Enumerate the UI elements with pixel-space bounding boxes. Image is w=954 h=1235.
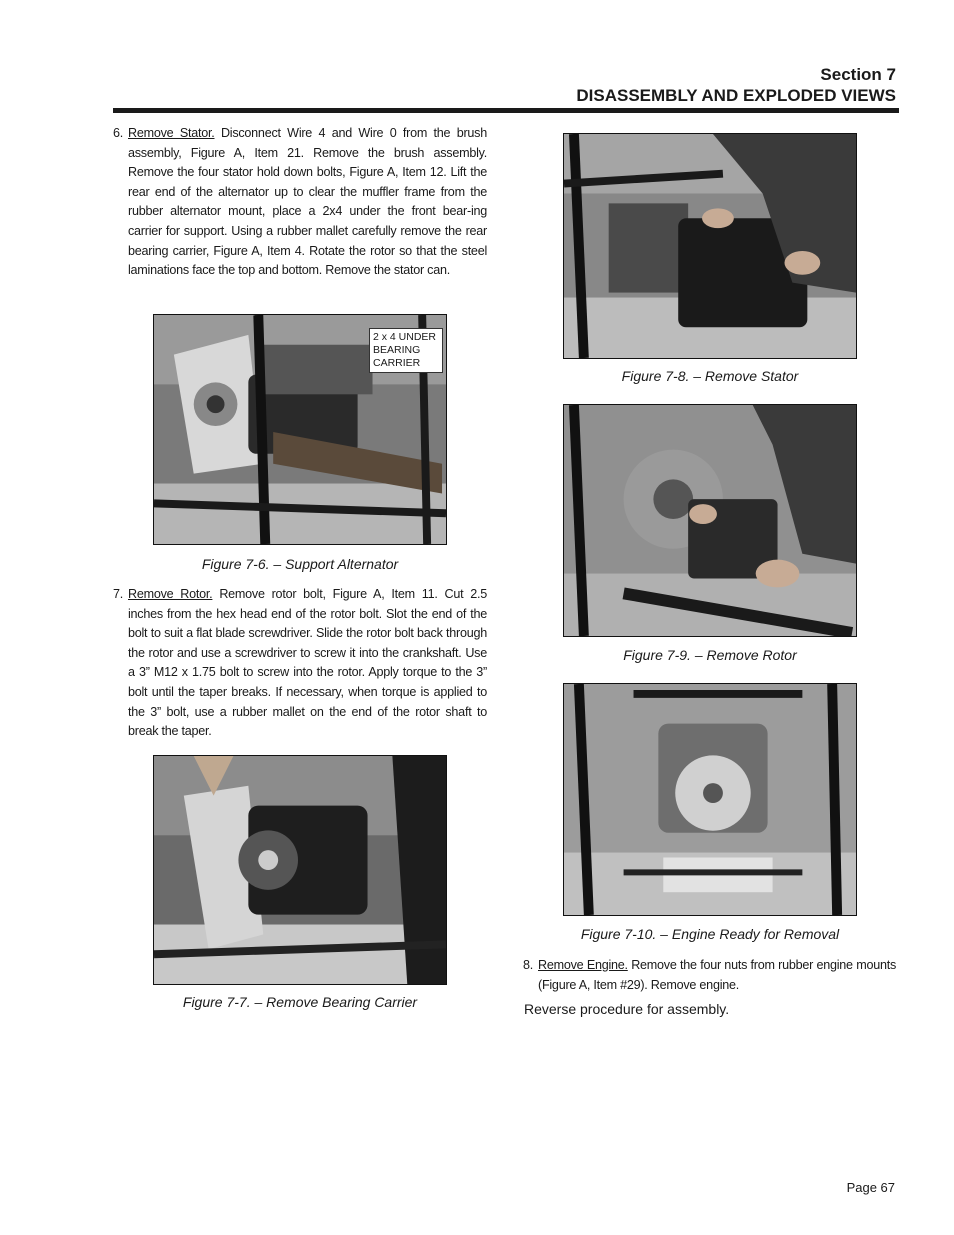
- section-number: Section 7: [820, 65, 896, 84]
- figure-7-8-photo: [563, 133, 857, 359]
- figure-7-7-caption: Figure 7-7. – Remove Bearing Carrier: [182, 994, 418, 1010]
- figure-7-10-photo: [563, 683, 857, 916]
- step-number: 7.: [113, 587, 124, 601]
- figure-7-6-callout: 2 x 4 UNDER BEARING CARRIER: [369, 328, 443, 373]
- step-number: 8.: [523, 958, 534, 972]
- figure-7-7-photo: [153, 755, 447, 985]
- step-body: Disconnect Wire 4 and Wire 0 from the brush assembly, Figure A, Item 21. Remove the brush assembly. Remove the four stator hold down bolts, Figure A, Item 12. Lift the rear end of the alternator up to clear the muffler frame from the rubber alternator mount, place a 2x4 under the front bear-ing carrier for support. Using a rubber mallet carefully remove the rear bearing carrier, Figure A, Item 4. Rotate the rotor so that the steel laminations face the top and bottom. Remove the stator can.: [128, 126, 487, 278]
- step-8: [523, 956, 896, 995]
- step-6: [113, 124, 487, 281]
- step-title: Remove Engine.: [538, 958, 628, 972]
- step-title: Remove Rotor.: [128, 587, 213, 601]
- closing-note: Reverse procedure for assembly.: [524, 1001, 730, 1017]
- header-rule: [113, 108, 899, 113]
- step-number: 6.: [113, 126, 124, 140]
- figure-7-10-caption: Figure 7-10. – Engine Ready for Removal: [580, 926, 840, 942]
- step-7: [113, 585, 487, 742]
- section-title: DISASSEMBLY AND EXPLODED VIEWS: [576, 86, 896, 105]
- figure-7-6-caption: Figure 7-6. – Support Alternator: [201, 556, 399, 572]
- step-body: Remove rotor bolt, Figure A, Item 11. Cut 2.5 inches from the hex head end of the rotor bolt. Slot the end of the bolt to suit a flat blade screwdriver. Slide the rotor bolt back through the rotor and use a screwdriver to screw it into the crankshaft. Use a 3” M12 x 1.75 bolt to screw into the rotor. Apply torque to the 3” bolt until the taper breaks. If necessary, when torque is applied to the 3” bolt, use a rubber mallet on the end of the rotor shaft to break the taper.: [128, 587, 487, 739]
- step-body: Remove the four nuts from rubber engine mounts (Figure A, Item #29). Remove engine.: [538, 958, 896, 992]
- page-number: Page 67: [846, 1180, 895, 1195]
- figure-7-9-caption: Figure 7-9. – Remove Rotor: [623, 647, 797, 663]
- figure-7-8-caption: Figure 7-8. – Remove Stator: [621, 368, 799, 384]
- figure-7-9-photo: [563, 404, 857, 637]
- step-title: Remove Stator.: [128, 126, 215, 140]
- section-header: [576, 64, 896, 106]
